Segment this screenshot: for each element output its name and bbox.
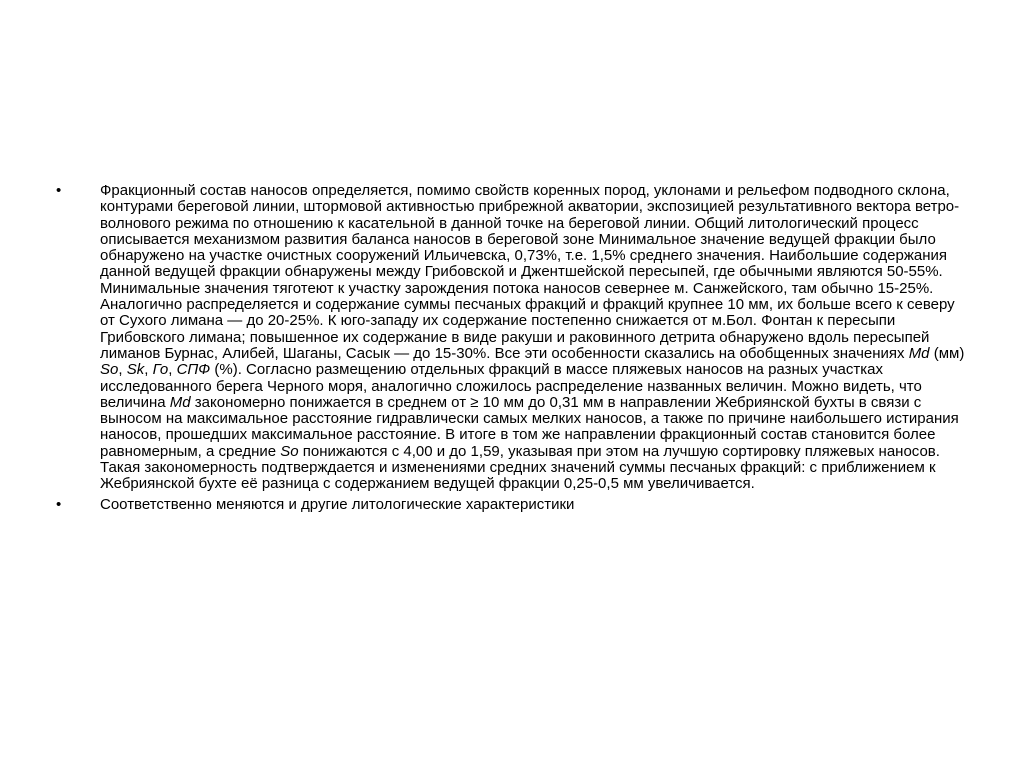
bullet-item [56,183,970,493]
bullet-list [56,183,970,517]
bullet-paragraph [100,497,970,513]
text-run: понижаются с 4,00 и до 1,59, указывая при этом на лучшую сортировку пляжевых наносов. Такая закономерность подтверждается и изменениями средних значений суммы песчаных фракций: с приближением к Жебриянской бухте её разница с содержанием ведущей фракции 0,25-0,5 мм увеличивается. [100,442,940,493]
text-run: , [168,361,177,379]
symbol-so: So [280,442,299,460]
symbol-md: Md [169,393,191,411]
bullet-paragraph [100,183,970,493]
bullet-icon: • [56,182,62,199]
text-run: , [144,361,153,379]
text-run: , [118,361,127,379]
symbol-md: Md [908,344,930,362]
text-run: (мм) [929,344,965,362]
text-run: Соответственно меняются и другие литологические характеристики [100,495,575,513]
symbol-sk: Sk [126,361,145,379]
text-run: Фракционный состав наносов определяется, помимо свойств коренных пород, уклонами и рельефом подводного склона, контурами береговой линии, штормовой активностью прибрежной акватории, экспозицией результативного вектора ветро-волнового режима по отношению к касательной в данной точке на береговой линии. Общий литологический процесс описывается механизмом развития баланса наносов в береговой зоне Минимальное значение ведущей фракции было обнаружено на участке очистных сооружений Ильичевска, 0,73%, т.е. 1,5% среднего значения. Наибольшие содержания данной ведущей фракции обнаружены между Грибовской и Джентшейской пересыпей, где обычными являются 50-55%. Минимальные значения тяготеют к участку зарождения потока наносов севернее м. Санжейского, там обычно 15-25%. Аналогично распределяется и содержание суммы песчаных фракций и фракций крупнее 10 мм, их больше всего к северу от Сухого лимана — до 20-25%. К юго-западу их содержание постепенно снижается от м.Бол. Фонтан к пересыпи Грибовского лимана; повышенное их содержание в виде ракуши и раковинного детрита обнаружено вдоль пересыпей лиманов Бурнас, Алибей, Шаганы, Сасык — до 15-30%. Все эти особенности сказались на обобщенных значениях [100,182,960,362]
symbol-so: So [100,361,119,379]
text-run: закономерно понижается в среднем от ≥ 10 мм до 0,31 мм в направлении Жебриянской бухты в связи с выносом на максимальное расстояние гидравлически самых мелких наносов, а также по причине наибольшего истирания наносов, прошедших максимальное расстояние. В итоге в том же направлении фракционный состав становится более равномерным, а средние [100,393,959,460]
symbol-go: Го [152,361,169,379]
bullet-item [56,497,970,513]
bullet-icon: • [56,495,62,513]
text-run: (%). Согласно размещению отдельных фракций в массе пляжевых наносов на разных участках исследованного берега Черного моря, аналогично сложилось распределение названных величин. Можно видеть, что величина [100,361,922,411]
symbol-spf: СПФ [176,361,211,379]
